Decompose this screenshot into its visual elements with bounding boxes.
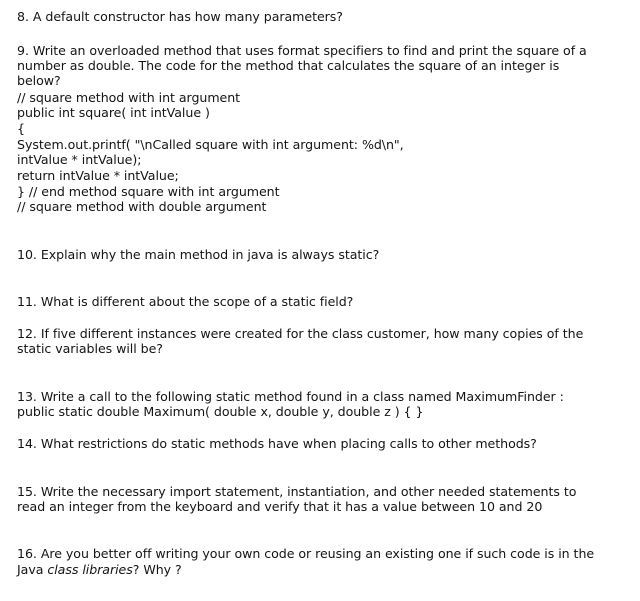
question-15-line-1: 15. Write the necessary import statement, instantiation, and other needed statements to	[17, 484, 577, 499]
question-12-line-1: 12. If five different instances were created for the class customer, how many copies of the	[17, 326, 584, 341]
question-9-line-1: 9. Write an overloaded method that uses format specifiers to find and print the square of a	[17, 43, 587, 58]
code-line-5: intValue * intValue);	[17, 152, 142, 167]
question-8: 8. A default constructor has how many parameters?	[17, 9, 343, 24]
code-line-8: // square method with double argument	[17, 199, 267, 214]
question-14: 14. What restrictions do static methods have when placing calls to other methods?	[17, 436, 537, 451]
question-13-line-1: 13. Write a call to the following static method found in a class named MaximumFinder :	[17, 389, 564, 404]
question-11: 11. What is different about the scope of a static field?	[17, 294, 354, 309]
code-line-6: return intValue * intValue;	[17, 168, 179, 183]
question-9-line-2: number as double. The code for the method that calculates the square of an integer is	[17, 58, 560, 73]
question-10: 10. Explain why the main method in java is always static?	[17, 247, 380, 262]
question-16-line-2	[17, 562, 182, 578]
question-16-prefix: Java	[17, 562, 48, 577]
code-line-4: System.out.printf( "\nCalled square with int argument: %d\n",	[17, 137, 404, 152]
question-16-suffix: ? Why ?	[132, 562, 182, 577]
question-9-line-3: below?	[17, 73, 61, 88]
question-15-line-2: read an integer from the keyboard and verify that it has a value between 10 and 20	[17, 499, 543, 514]
code-line-3: {	[17, 121, 25, 136]
code-line-1: // square method with int argument	[17, 90, 241, 105]
class-libraries-term: class libraries	[47, 562, 133, 577]
question-16-line-1: 16. Are you better off writing your own code or reusing an existing one if such code is in the	[17, 546, 595, 561]
code-line-7: } // end method square with int argument	[17, 184, 280, 199]
code-line-2: public int square( int intValue )	[17, 105, 210, 120]
question-12-line-2: static variables will be?	[17, 341, 163, 356]
question-13-line-2: public static double Maximum( double x, double y, double z ) { }	[17, 404, 424, 419]
